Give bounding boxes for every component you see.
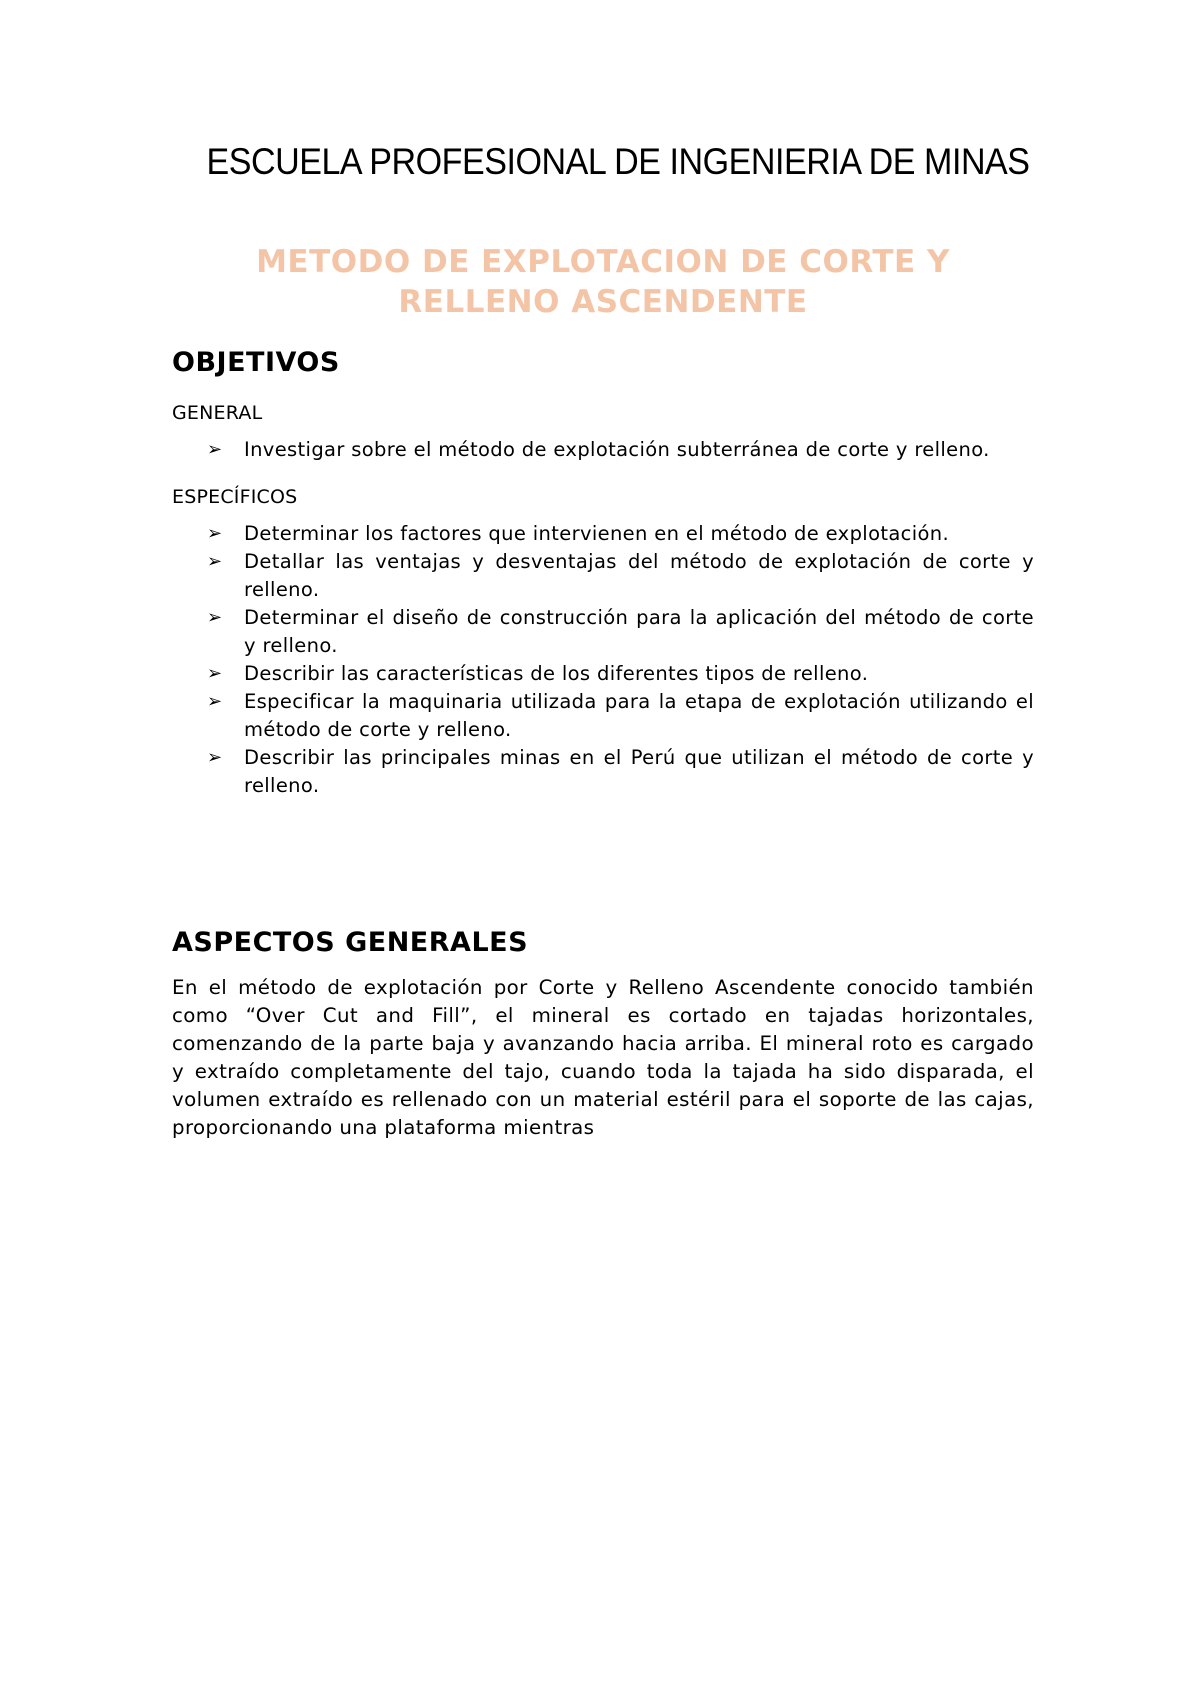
arrow-bullet-icon: ➢ bbox=[207, 691, 223, 713]
list-item-text: Describir las principales minas en el Perú que utilizan el método de corte y relleno. bbox=[244, 746, 1034, 798]
document-title: METODO DE EXPLOTACION DE CORTE Y RELLENO ASCENDENTE bbox=[256, 244, 950, 321]
aspects-paragraph: En el método de explotación por Corte y Relleno Ascendente conocido también como “Over Cut and Fill”, el mineral es cortado en tajadas horizontales, comenzando de la parte baja y avanzando hacia arriba. El mineral roto es cargado y extraído completamente del tajo, cuando toda la tajada ha sido disparada, el volumen extraído es rellenado con un material estéril para el soporte de las cajas, proporcionando una plataforma mientras bbox=[172, 976, 1034, 1140]
list-item-text: Detallar las ventajas y desventajas del método de explotación de corte y relleno. bbox=[244, 550, 1034, 602]
arrow-bullet-icon: ➢ bbox=[207, 747, 223, 769]
specific-label: ESPECÍFICOS bbox=[172, 486, 298, 509]
list-item bbox=[172, 604, 1034, 660]
arrow-bullet-icon: ➢ bbox=[207, 551, 223, 573]
list-item-text: Especificar la maquinaria utilizada para la etapa de explotación utilizando el método de corte y relleno. bbox=[244, 690, 1034, 742]
list-item-text: Describir las características de los diferentes tipos de relleno. bbox=[244, 662, 869, 686]
school-title: ESCUELA PROFESIONAL DE INGENIERIA DE MINAS bbox=[206, 141, 1030, 182]
arrow-bullet-icon: ➢ bbox=[207, 439, 223, 461]
aspects-heading: ASPECTOS GENERALES bbox=[172, 927, 529, 959]
list-item bbox=[172, 688, 1034, 744]
list-item-text: Determinar el diseño de construcción para la aplicación del método de corte y relleno. bbox=[244, 606, 1034, 658]
arrow-bullet-icon: ➢ bbox=[207, 663, 223, 685]
list-item-text: Determinar los factores que intervienen en el método de explotación. bbox=[244, 522, 950, 546]
document-content bbox=[172, 140, 1034, 1142]
list-item-text: Investigar sobre el método de explotación subterránea de corte y relleno. bbox=[244, 438, 990, 462]
general-label: GENERAL bbox=[172, 402, 263, 425]
list-item bbox=[172, 744, 1034, 800]
general-objectives-list bbox=[172, 436, 1034, 464]
specific-objectives-list bbox=[172, 520, 1034, 800]
list-item bbox=[172, 520, 1034, 548]
list-item bbox=[172, 548, 1034, 604]
section-spacer bbox=[172, 800, 1034, 902]
objectives-heading: OBJETIVOS bbox=[172, 347, 340, 379]
arrow-bullet-icon: ➢ bbox=[207, 523, 223, 545]
arrow-bullet-icon: ➢ bbox=[207, 607, 223, 629]
list-item bbox=[172, 660, 1034, 688]
list-item bbox=[172, 436, 1034, 464]
